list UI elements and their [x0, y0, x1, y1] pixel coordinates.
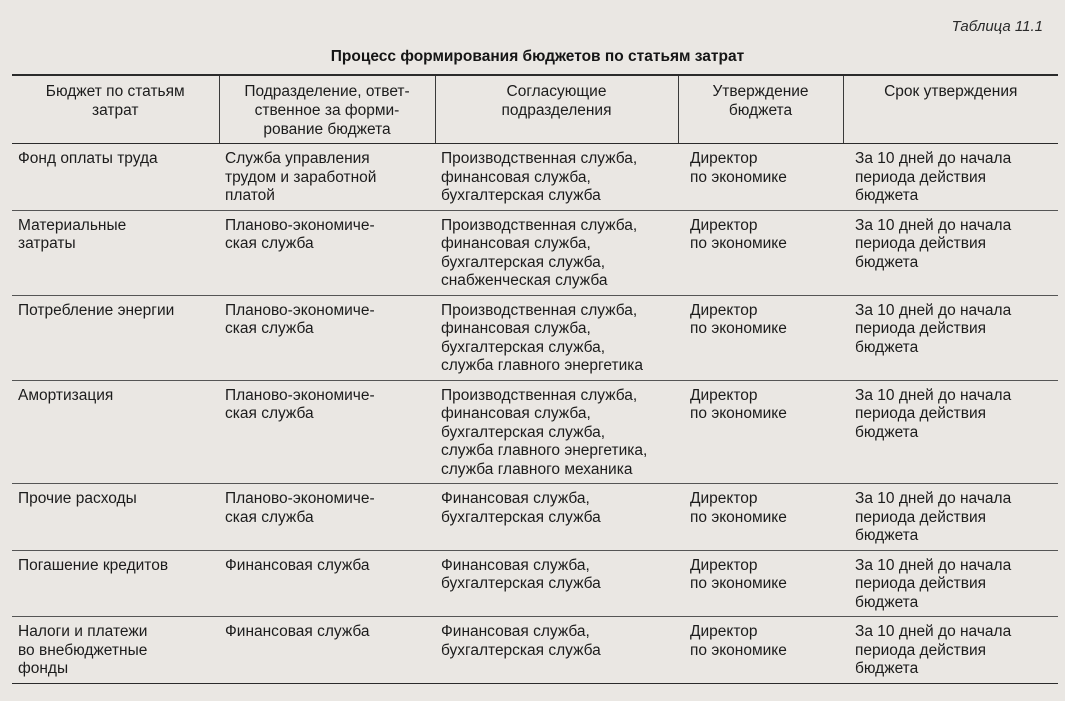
- table-row: [12, 550, 1058, 617]
- cell-approval: Директор по экономике: [678, 144, 843, 211]
- table-row: [12, 484, 1058, 551]
- cell-approving-units: Производственная служба, финансовая служба, бухгалтерская служба, служба главного энергетика, служба главного механика: [435, 380, 678, 484]
- cell-deadline: За 10 дней до начала периода действия бюджета: [843, 617, 1058, 684]
- cell-approval: Директор по экономике: [678, 295, 843, 380]
- header-deadline: Срок утверждения: [843, 75, 1058, 144]
- cell-deadline: За 10 дней до начала периода действия бюджета: [843, 295, 1058, 380]
- cell-deadline: За 10 дней до начала периода действия бюджета: [843, 380, 1058, 484]
- table-row: [12, 380, 1058, 484]
- cell-budget: Погашение кредитов: [12, 550, 219, 617]
- cell-approving-units: Финансовая служба, бухгалтерская служба: [435, 550, 678, 617]
- cell-deadline: За 10 дней до начала периода действия бюджета: [843, 484, 1058, 551]
- table-row: [12, 617, 1058, 684]
- table-title: Процесс формирования бюджетов по статьям затрат: [330, 48, 745, 65]
- header-approving-units: Согласующие подразделения: [435, 75, 678, 144]
- cell-approval: Директор по экономике: [678, 380, 843, 484]
- table-row: [12, 295, 1058, 380]
- cell-approving-units: Производственная служба, финансовая служба, бухгалтерская служба, служба главного энергетика: [435, 295, 678, 380]
- cell-budget: Прочие расходы: [12, 484, 219, 551]
- cell-responsible: Планово-экономиче- ская служба: [219, 380, 435, 484]
- cell-approving-units: Производственная служба, финансовая служба, бухгалтерская служба, снабженческая служба: [435, 210, 678, 295]
- cell-approving-units: Финансовая служба, бухгалтерская служба: [435, 484, 678, 551]
- cell-budget: Амортизация: [12, 380, 219, 484]
- budget-process-table: [12, 74, 1058, 684]
- cell-approval: Директор по экономике: [678, 210, 843, 295]
- table-row: [12, 210, 1058, 295]
- cell-responsible: Планово-экономиче- ская служба: [219, 295, 435, 380]
- header-responsible: Подразделение, ответ- ственное за форми- рование бюджета: [219, 75, 435, 144]
- header-approval: Утверждение бюджета: [678, 75, 843, 144]
- cell-budget: Налоги и платежи во внебюджетные фонды: [12, 617, 219, 684]
- cell-budget: Потребление энергии: [12, 295, 219, 380]
- cell-approval: Директор по экономике: [678, 617, 843, 684]
- cell-budget: Материальные затраты: [12, 210, 219, 295]
- cell-approval: Директор по экономике: [678, 550, 843, 617]
- table-row: [12, 144, 1058, 211]
- cell-approving-units: Финансовая служба, бухгалтерская служба: [435, 617, 678, 684]
- cell-deadline: За 10 дней до начала периода действия бюджета: [843, 144, 1058, 211]
- cell-responsible: Планово-экономиче- ская служба: [219, 484, 435, 551]
- cell-approving-units: Производственная служба, финансовая служба, бухгалтерская служба: [435, 144, 678, 211]
- cell-responsible: Финансовая служба: [219, 617, 435, 684]
- cell-approval: Директор по экономике: [678, 484, 843, 551]
- cell-budget: Фонд оплаты труда: [12, 144, 219, 211]
- cell-responsible: Финансовая служба: [219, 550, 435, 617]
- cell-responsible: Служба управления трудом и заработной платой: [219, 144, 435, 211]
- cell-responsible: Планово-экономиче- ская служба: [219, 210, 435, 295]
- cell-deadline: За 10 дней до начала периода действия бюджета: [843, 210, 1058, 295]
- cell-deadline: За 10 дней до начала периода действия бюджета: [843, 550, 1058, 617]
- header-budget: Бюджет по статьям затрат: [12, 75, 219, 144]
- table-number: Таблица 11.1: [951, 18, 1043, 35]
- table-header-row: [12, 75, 1058, 144]
